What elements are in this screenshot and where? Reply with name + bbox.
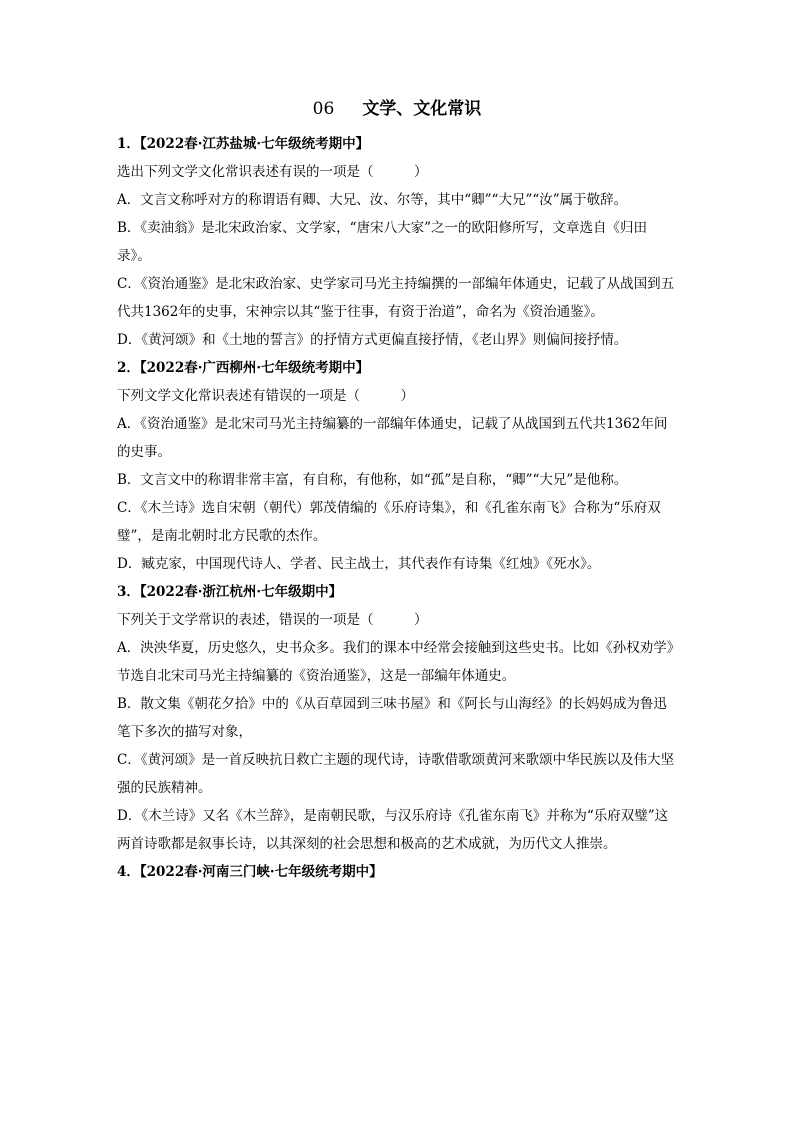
question-1-option-a: A．文言文称呼对方的称谓语有卿、大兄、汝、尔等，其中“卿”“大兄”“汝”属于敬辞。 (117, 192, 628, 208)
question-2-option-d: D．臧克家，中国现代诗人、学者、民主战士，其代表作有诗集《红烛》《死水》。 (117, 556, 601, 572)
question-2-option-c: C．《木兰诗》选自宋朝（朝代）郭茂倩编的《乐府诗集》，和《孔雀东南飞》合称为“乐府双璧”，是南北朝时北方民歌的杰作。 (117, 500, 661, 544)
question-3-source: 3．【2022春·浙江杭州·七年级期中】 (117, 584, 343, 600)
question-2-option-a: A．《资治通鉴》是北宋司马光主持编纂的一部编年体通史，记载了从战国到五代共1362年间的史事。 (117, 416, 668, 460)
question-1 (117, 130, 677, 354)
section-name: 文学、文化常识 (362, 99, 482, 119)
question-2 (117, 354, 677, 578)
question-1-option-c: C．《资治通鉴》是北宋政治家、史学家司马光主持编撰的一部编年体通史，记载了从战国到五代共1362年的史事，宋神宗以其“鉴于往事，有资于治道”，命名为《资治通鉴》。 (117, 276, 675, 320)
section-title (117, 96, 677, 122)
question-3-option-c: C．《黄河颂》是一首反映抗日救亡主题的现代诗，诗歌借歌颂黄河来歌颂中华民族以及伟大坚强的民族精神。 (117, 752, 675, 796)
question-3-option-a: A．泱泱华夏，历史悠久，史书众多。我们的课本中经常会接触到这些史书。比如《孙权劝学》节选自北宋司马光主持编纂的《资治通鉴》，这是一部编年体通史。 (117, 640, 674, 684)
question-3 (117, 578, 677, 858)
question-3-stem: 下列关于文学常识的表述，错误的一项是（ ） (117, 612, 428, 628)
question-1-option-b: B．《卖油翁》是北宋政治家、文学家，“唐宋八大家”之一的欧阳修所写，文章选自《归田录》。 (117, 220, 647, 264)
question-1-stem: 选出下列文学文化常识表述有误的一项是（ ） (117, 164, 428, 180)
question-3-option-d: D．《木兰诗》又名《木兰辞》，是南朝民歌，与汉乐府诗《孔雀东南飞》并称为“乐府双璧”这两首诗歌都是叙事长诗，以其深刻的社会思想和极高的艺术成就，为历代文人推崇。 (117, 808, 669, 852)
question-3-option-b: B．散文集《朝花夕拾》中的《从百草园到三味书屋》和《阿长与山海经》的长妈妈成为鲁迅笔下多次的描写对象， (117, 696, 667, 740)
question-2-option-b: B．文言文中的称谓非常丰富，有自称，有他称，如“孤”是自称，“卿”“大兄”是他称。 (117, 472, 628, 488)
question-4-source: 4．【2022春·河南三门峡·七年级统考期中】 (117, 864, 383, 880)
document-content (117, 96, 677, 886)
section-number: 06 (312, 99, 335, 119)
question-4 (117, 858, 677, 886)
question-1-source: 1．【2022春·江苏盐城·七年级统考期中】 (117, 136, 370, 152)
question-2-source: 2．【2022春·广西柳州·七年级统考期中】 (117, 360, 370, 376)
question-2-stem: 下列文学文化常识表述有错误的一项是（ ） (117, 388, 414, 404)
question-1-option-d: D．《黄河颂》和《土地的誓言》的抒情方式更偏直接抒情，《老山界》则偏间接抒情。 (117, 332, 628, 348)
